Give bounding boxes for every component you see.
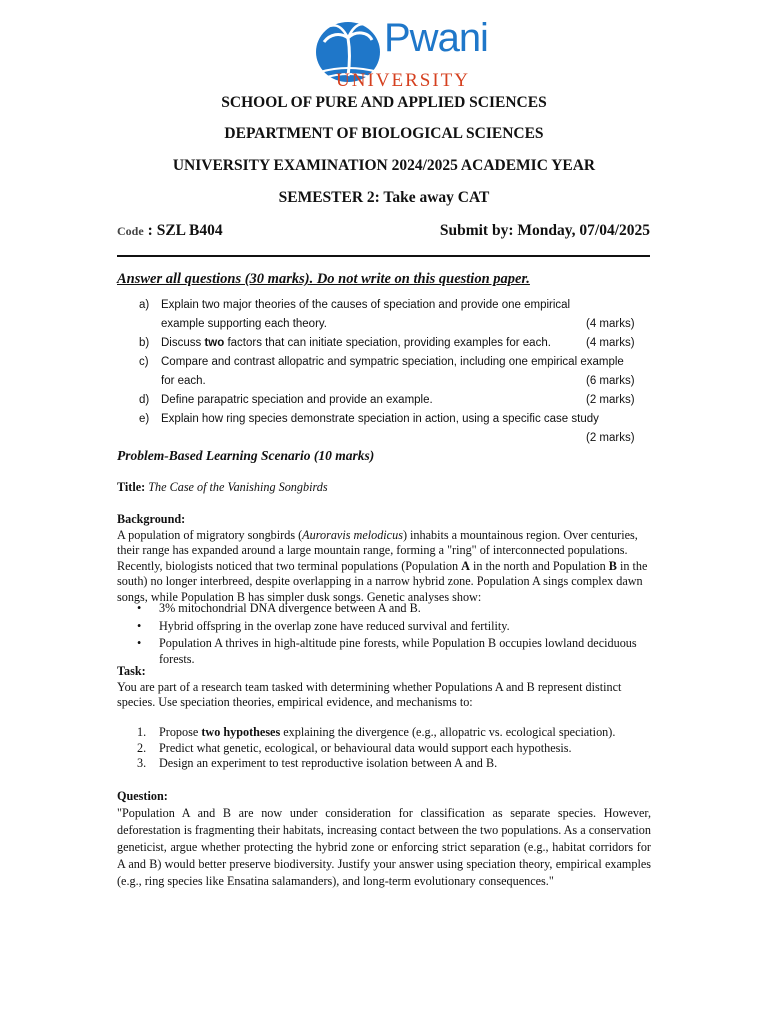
list-item: 1. Propose two hypotheses explaining the divergence (e.g., allopatric vs. ecological speciation).: [137, 725, 616, 739]
logo-wordmark: Pwani: [384, 16, 488, 60]
pbl-heading: Problem-Based Learning Scenario (10 marks): [117, 448, 375, 463]
question-text-cont: for each.: [161, 375, 206, 387]
question-marks: (6 marks): [586, 375, 635, 387]
title-label: Title:: [117, 480, 146, 494]
question-section: [117, 788, 651, 890]
scenario-title: [117, 480, 328, 495]
question-body: "Population A and B are now under consideration for classification as separate species. However, deforestation is fragmenting their habitats, increasing contact between the two populations. As a conservation geneticist, argue whether protecting the hybrid zone or enforcing strict separation (e.g., habitat corridors for A and B) would better preserve biodiversity. Justify your answer using speciation theory, empirical examples (e.g., ring species like Ensatina salamanders), and long-term evolutionary consequences.": [117, 806, 651, 888]
title-value: The Case of the Vanishing Songbirds: [148, 480, 328, 494]
list-item: 2. Predict what genetic, ecological, or behavioural data would support each hypothesis.: [137, 740, 572, 755]
code-value: : SZL B404: [147, 222, 223, 239]
question-marks: (4 marks): [586, 337, 635, 349]
question-letter: b): [139, 337, 150, 349]
list-item: • Population A thrives in high-altitude pine forests, while Population B occupies lowland deciduous forests.: [137, 636, 651, 667]
question-text: Explain how ring species demonstrate speciation in action, using a specific case study: [161, 413, 599, 425]
school-name: SCHOOL OF PURE AND APPLIED SCIENCES: [221, 94, 547, 111]
list-item: • 3% mitochondrial DNA divergence between A and B.: [137, 601, 651, 617]
task-section: [117, 664, 651, 711]
task-heading: Task:: [117, 664, 146, 678]
submit-date: Submit by: Monday, 07/04/2025: [439, 222, 650, 239]
divider: [117, 255, 650, 257]
course-code-row: [117, 222, 650, 244]
background-section: [117, 512, 651, 605]
question-marks: (2 marks): [586, 394, 635, 406]
code-label: Code: [117, 224, 144, 238]
question-text: Discuss two factors that can initiate speciation, providing examples for each.: [161, 337, 551, 349]
instructions: Answer all questions (30 marks). Do not write on this question paper.: [117, 271, 530, 287]
question-marks: (2 marks): [586, 432, 635, 444]
question-letter: e): [139, 413, 150, 425]
question-marks: (4 marks): [586, 318, 635, 330]
findings-list: [137, 601, 651, 669]
question-text: Define parapatric speciation and provide an example.: [161, 394, 433, 406]
background-text: A population of migratory songbirds (Auroravis melodicus) inhabits a mountainous region. Over centuries, their range has expanded around a large mountain range, forming a "ring" of interconnected populations. Recently, biologists noticed that two terminal populations (Population A in the north and Population B in the south) no longer interbreed, despite overlapping in a narrow hybrid zone. Population A sings complex dawn songs, while Population B has simpler dusk songs. Genetic analyses show:: [117, 527, 648, 604]
exam-title: UNIVERSITY EXAMINATION 2024/2025 ACADEMIC YEAR: [172, 157, 596, 174]
department-name: DEPARTMENT OF BIOLOGICAL SCIENCES: [224, 125, 544, 142]
semester-title: SEMESTER 2: Take away CAT: [278, 189, 490, 206]
university-logo: [310, 14, 500, 94]
list-item: 3. Design an experiment to test reproductive isolation between A and B.: [137, 756, 498, 770]
question-heading: Question:: [117, 789, 168, 803]
question-text: Compare and contrast allopatric and sympatric speciation, including one empirical example: [161, 356, 624, 368]
list-item: • Hybrid offspring in the overlap zone have reduced survival and fertility.: [137, 619, 651, 635]
task-list: [137, 725, 651, 772]
task-text: You are part of a research team tasked with determining whether Populations A and B represent distinct species. Use speciation theories, empirical evidence, and mechanisms to:: [117, 679, 622, 709]
question-letter: d): [139, 394, 150, 406]
logo-subtext: UNIVERSITY: [336, 70, 470, 91]
question-letter: c): [139, 356, 149, 368]
question-text-cont: example supporting each theory.: [161, 318, 327, 330]
background-heading: Background:: [117, 512, 186, 526]
question-text: Explain two major theories of the causes of speciation and provide one empirical: [161, 299, 571, 311]
question-letter: a): [139, 299, 150, 311]
